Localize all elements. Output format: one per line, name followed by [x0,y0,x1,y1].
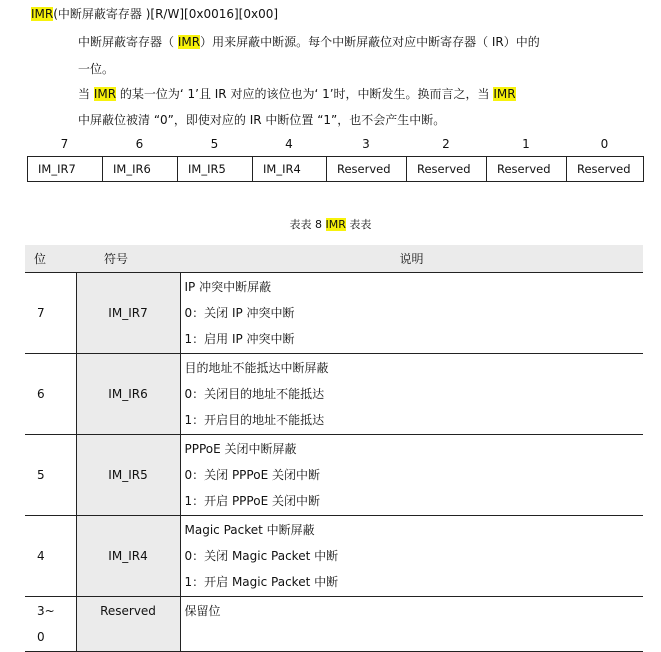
register-heading-detail: (中断屏蔽寄存器 )[R/W][0x0016][0x00] [53,7,279,21]
caption-text: 表表 [345,218,372,231]
bit-number: 4 [285,137,293,151]
table-row [25,273,643,354]
table-row [25,597,643,652]
bit-field-cell: Reserved [407,157,487,182]
bit-number: 3 [362,137,370,151]
description-line: IP 冲突中断屏蔽 [184,280,272,294]
bit-field-cell: IM_IR5 [178,157,253,182]
table-row [25,435,643,516]
bit-number: 6 [135,137,144,151]
symbol-cell: IM_IR4 [76,516,180,597]
description-line: Magic Packet 中断屏蔽 [184,523,315,537]
intro-paragraph-1-cont: 一位。 [78,62,115,76]
bit-range-bottom: 0 [37,630,45,644]
description-line: 1：开启目的地址不能抵达 [184,413,325,427]
register-name-highlight: IMR [177,35,201,49]
bit-field-cell: IM_IR6 [103,157,178,182]
table-row [25,354,643,435]
header-description: 说明 [180,245,643,273]
intro-text: 当 [78,87,94,101]
bit-field-cell: IM_IR4 [253,157,327,182]
bit-field-cell: IM_IR7 [28,157,103,182]
header-bit: 位 [25,245,76,273]
register-name-highlight: IMR [493,87,516,101]
bit-cell: 4 [25,516,76,597]
description-cell [180,597,643,652]
symbol-cell: IM_IR7 [76,273,180,354]
symbol-text: Reserved [100,604,156,618]
description-cell [180,354,643,435]
bit-number: 0 [600,137,609,151]
caption-text: 表表 8 [289,218,326,231]
bit-cell [25,597,76,652]
bit-field-cell: Reserved [567,157,644,182]
table-caption [0,216,661,232]
bit-number: 7 [60,137,69,151]
bit-number: 2 [442,137,450,151]
register-name-highlight: IMR [93,87,117,101]
description-line: 目的地址不能抵达中断屏蔽 [184,361,329,375]
intro-text: 的某一位为‘ 1’且 IR 对应的该位也为‘ 1’时，中断发生。换而言之，当 [116,87,494,101]
intro-paragraph-1 [78,33,540,50]
register-heading [31,5,278,22]
bit-field-cell: Reserved [487,157,567,182]
intro-paragraph-2-cont: 中屏蔽位被清 “0”，即使对应的 IR 中断位置 “1”，也不会产生中断。 [78,113,446,127]
description-line: 1：开启 Magic Packet 中断 [184,575,339,589]
description-line: 1：开启 PPPoE 关闭中断 [184,494,320,508]
bit-cell: 7 [25,273,76,354]
description-line: 0：关闭 Magic Packet 中断 [184,549,339,563]
description-line: 0：关闭目的地址不能抵达 [184,387,325,401]
intro-paragraph-2 [78,85,516,102]
description-line: PPPoE 关闭中断屏蔽 [184,442,297,456]
bit-range-top: 3~ [37,604,55,618]
symbol-cell: IM_IR5 [76,435,180,516]
intro-text: ）用来屏蔽中断源。每个中断屏蔽位对应中断寄存器（ IR）中的 [200,35,540,49]
table-header-row [25,245,643,273]
description-cell [180,273,643,354]
register-description-table [25,245,643,652]
description-line: 0：关闭 IP 冲突中断 [184,306,295,320]
register-name-highlight: IMR [325,218,346,231]
register-name-highlight: IMR [31,7,54,21]
bit-layout [27,137,643,182]
intro-text: 中断屏蔽寄存器（ [78,35,178,49]
bit-cell: 5 [25,435,76,516]
bit-number: 5 [210,137,219,151]
symbol-cell: IM_IR6 [76,354,180,435]
bit-field-table [27,156,644,182]
description-line: 保留位 [184,604,221,618]
bit-number-row [27,137,643,156]
bit-number: 1 [522,137,530,151]
description-line: 1：启用 IP 冲突中断 [184,332,295,346]
bit-cell: 6 [25,354,76,435]
description-cell [180,435,643,516]
header-symbol: 符号 [76,245,180,273]
table-row [25,516,643,597]
description-line: 0：关闭 PPPoE 关闭中断 [184,468,320,482]
symbol-cell [76,597,180,652]
description-cell [180,516,643,597]
bit-field-cell: Reserved [327,157,407,182]
